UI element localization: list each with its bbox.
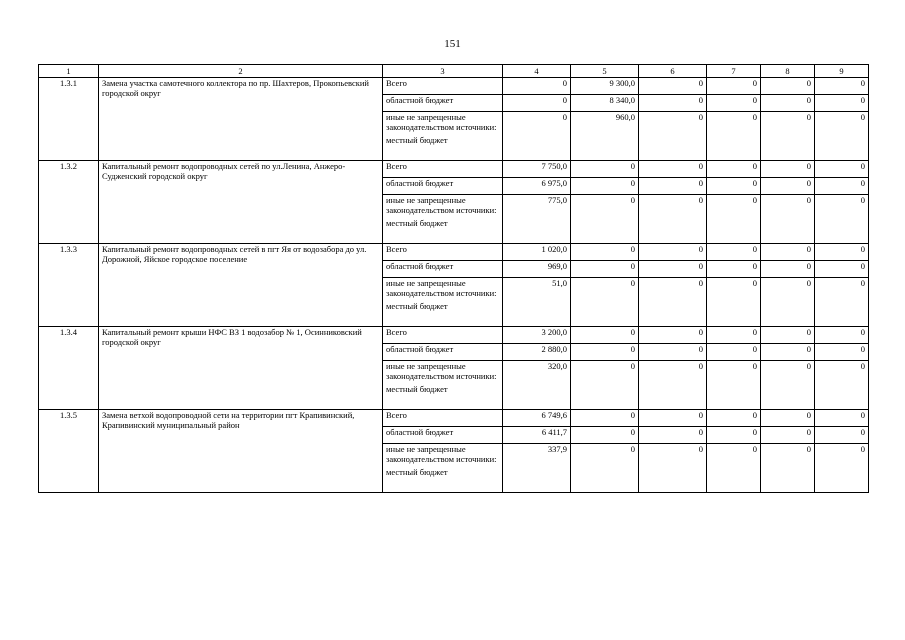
value-cell: 0 xyxy=(707,444,761,493)
value-cell: 0 xyxy=(639,178,707,195)
value-cell: 0 xyxy=(571,178,639,195)
value-cell: 0 xyxy=(571,444,639,493)
value-cell: 9 300,0 xyxy=(571,78,639,95)
value-cell: 0 xyxy=(815,444,869,493)
value-cell: 0 xyxy=(815,327,869,344)
value-cell: 0 xyxy=(761,278,815,327)
value-cell: 0 xyxy=(815,78,869,95)
value-cell: 0 xyxy=(639,78,707,95)
value-cell: 0 xyxy=(707,78,761,95)
program-table xyxy=(38,64,869,493)
source-label-group xyxy=(383,112,503,161)
value-cell: 0 xyxy=(761,244,815,261)
source-label-group xyxy=(383,195,503,244)
table-row-total xyxy=(39,410,869,427)
value-cell: 0 xyxy=(503,78,571,95)
value-cell: 0 xyxy=(761,327,815,344)
value-cell: 0 xyxy=(707,261,761,278)
value-cell: 0 xyxy=(761,261,815,278)
header-row xyxy=(39,65,869,78)
other-sources-label: иные не запрещенные законодательством источники: xyxy=(386,444,497,464)
value-cell: 0 xyxy=(707,344,761,361)
value-cell: 0 xyxy=(815,344,869,361)
value-cell: 0 xyxy=(761,344,815,361)
source-label-group xyxy=(383,361,503,410)
item-name: Замена ветхой водопроводной сети на территории пгт Крапивинский, Крапивинский муниципальный район xyxy=(99,410,383,493)
column-header: 7 xyxy=(707,65,761,78)
value-cell: 0 xyxy=(639,244,707,261)
column-header: 4 xyxy=(503,65,571,78)
value-cell: 0 xyxy=(639,344,707,361)
value-cell: 0 xyxy=(571,327,639,344)
value-cell: 0 xyxy=(815,178,869,195)
page-number: 151 xyxy=(444,38,461,50)
value-cell: 6 749,6 xyxy=(503,410,571,427)
table-row-total xyxy=(39,161,869,178)
value-cell: 0 xyxy=(707,195,761,244)
source-label-group xyxy=(383,444,503,493)
source-label-group xyxy=(383,278,503,327)
other-sources-label: иные не запрещенные законодательством источники: xyxy=(386,195,497,215)
item-name: Замена участка самотечного коллектора по пр. Шахтеров, Прокопьевский городской округ xyxy=(99,78,383,161)
value-cell: 0 xyxy=(639,410,707,427)
value-cell: 0 xyxy=(571,261,639,278)
column-header: 9 xyxy=(815,65,869,78)
value-cell: 0 xyxy=(815,112,869,161)
value-cell: 6 411,7 xyxy=(503,427,571,444)
value-cell: 0 xyxy=(639,278,707,327)
value-cell: 0 xyxy=(815,410,869,427)
value-cell: 51,0 xyxy=(503,278,571,327)
item-code: 1.3.3 xyxy=(39,244,99,327)
value-cell: 0 xyxy=(639,361,707,410)
column-header: 2 xyxy=(99,65,383,78)
local-budget-label: местный бюджет xyxy=(386,301,448,311)
item-name: Капитальный ремонт водопроводных сетей в пгт Яя от водозабора до ул. Дорожной, Яйское городское поселение xyxy=(99,244,383,327)
local-budget-label: местный бюджет xyxy=(386,384,448,394)
item-name: Капитальный ремонт водопроводных сетей по ул.Ленина, Анжеро-Судженский городской округ xyxy=(99,161,383,244)
value-cell: 7 750,0 xyxy=(503,161,571,178)
source-label: Всего xyxy=(383,244,503,261)
value-cell: 960,0 xyxy=(571,112,639,161)
item-code: 1.3.4 xyxy=(39,327,99,410)
value-cell: 0 xyxy=(761,178,815,195)
source-label: областной бюджет xyxy=(383,261,503,278)
value-cell: 0 xyxy=(639,195,707,244)
value-cell: 0 xyxy=(571,427,639,444)
value-cell: 0 xyxy=(571,361,639,410)
column-header: 5 xyxy=(571,65,639,78)
column-header: 8 xyxy=(761,65,815,78)
column-header: 1 xyxy=(39,65,99,78)
table-row-total xyxy=(39,244,869,261)
value-cell: 0 xyxy=(761,427,815,444)
value-cell: 0 xyxy=(707,361,761,410)
value-cell: 0 xyxy=(815,161,869,178)
source-label: областной бюджет xyxy=(383,427,503,444)
value-cell: 969,0 xyxy=(503,261,571,278)
value-cell: 0 xyxy=(707,278,761,327)
source-label: Всего xyxy=(383,161,503,178)
other-sources-label: иные не запрещенные законодательством источники: xyxy=(386,278,497,298)
value-cell: 0 xyxy=(761,195,815,244)
item-name: Капитальный ремонт крыши НФС ВЗ 1 водозабор № 1, Осинниковский городской округ xyxy=(99,327,383,410)
value-cell: 8 340,0 xyxy=(571,95,639,112)
value-cell: 2 880,0 xyxy=(503,344,571,361)
other-sources-label: иные не запрещенные законодательством источники: xyxy=(386,361,497,381)
value-cell: 0 xyxy=(503,112,571,161)
table-body xyxy=(39,78,869,493)
value-cell: 0 xyxy=(815,278,869,327)
value-cell: 320,0 xyxy=(503,361,571,410)
value-cell: 0 xyxy=(639,112,707,161)
value-cell: 0 xyxy=(707,327,761,344)
value-cell: 0 xyxy=(707,178,761,195)
value-cell: 0 xyxy=(639,95,707,112)
other-sources-label: иные не запрещенные законодательством источники: xyxy=(386,112,497,132)
local-budget-label: местный бюджет xyxy=(386,135,448,145)
value-cell: 0 xyxy=(815,95,869,112)
item-code: 1.3.5 xyxy=(39,410,99,493)
value-cell: 0 xyxy=(707,161,761,178)
local-budget-label: местный бюджет xyxy=(386,467,448,477)
value-cell: 0 xyxy=(761,95,815,112)
value-cell: 0 xyxy=(639,327,707,344)
value-cell: 0 xyxy=(639,261,707,278)
value-cell: 0 xyxy=(707,410,761,427)
value-cell: 0 xyxy=(639,444,707,493)
value-cell: 0 xyxy=(503,95,571,112)
value-cell: 0 xyxy=(761,78,815,95)
value-cell: 0 xyxy=(815,261,869,278)
column-header: 3 xyxy=(383,65,503,78)
item-code: 1.3.1 xyxy=(39,78,99,161)
value-cell: 775,0 xyxy=(503,195,571,244)
value-cell: 0 xyxy=(761,361,815,410)
source-label: областной бюджет xyxy=(383,178,503,195)
source-label: Всего xyxy=(383,78,503,95)
value-cell: 0 xyxy=(761,410,815,427)
value-cell: 0 xyxy=(639,161,707,178)
value-cell: 0 xyxy=(707,95,761,112)
value-cell: 0 xyxy=(571,244,639,261)
local-budget-label: местный бюджет xyxy=(386,218,448,228)
value-cell: 0 xyxy=(815,361,869,410)
value-cell: 0 xyxy=(571,344,639,361)
value-cell: 0 xyxy=(815,244,869,261)
value-cell: 0 xyxy=(707,244,761,261)
value-cell: 337,9 xyxy=(503,444,571,493)
value-cell: 0 xyxy=(815,427,869,444)
source-label: областной бюджет xyxy=(383,344,503,361)
value-cell: 0 xyxy=(571,195,639,244)
value-cell: 6 975,0 xyxy=(503,178,571,195)
value-cell: 0 xyxy=(815,195,869,244)
source-label: областной бюджет xyxy=(383,95,503,112)
source-label: Всего xyxy=(383,410,503,427)
value-cell: 0 xyxy=(707,427,761,444)
value-cell: 0 xyxy=(571,278,639,327)
value-cell: 0 xyxy=(761,112,815,161)
table-row-total xyxy=(39,327,869,344)
value-cell: 3 200,0 xyxy=(503,327,571,344)
value-cell: 0 xyxy=(639,427,707,444)
value-cell: 0 xyxy=(571,410,639,427)
column-header: 6 xyxy=(639,65,707,78)
value-cell: 0 xyxy=(761,161,815,178)
value-cell: 1 020,0 xyxy=(503,244,571,261)
value-cell: 0 xyxy=(571,161,639,178)
value-cell: 0 xyxy=(761,444,815,493)
value-cell: 0 xyxy=(707,112,761,161)
table-row-total xyxy=(39,78,869,95)
source-label: Всего xyxy=(383,327,503,344)
item-code: 1.3.2 xyxy=(39,161,99,244)
